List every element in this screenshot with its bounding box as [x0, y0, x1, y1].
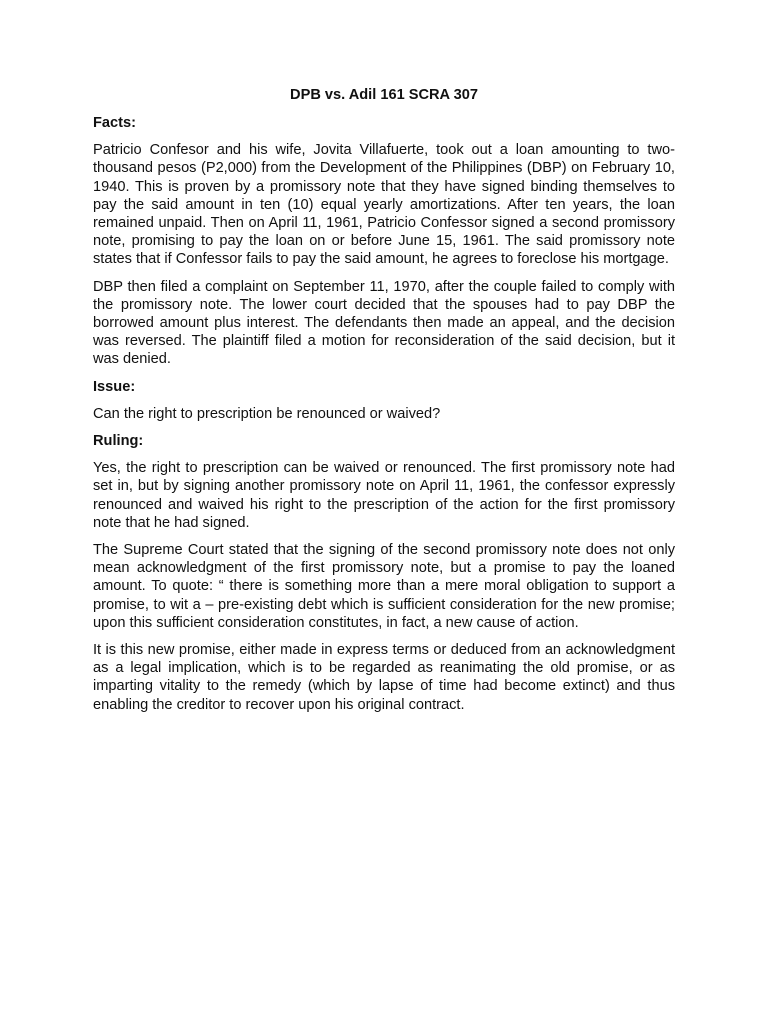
issue-heading: Issue:	[93, 378, 136, 395]
document-body	[93, 86, 675, 723]
issue-paragraph-1: Can the right to prescription be renounced or waived?	[93, 405, 441, 422]
facts-heading: Facts:	[93, 115, 136, 131]
ruling-paragraph-2: The Supreme Court stated that the signing of the second promissory note does not only mean acknowledgment of the first promissory note, but a promise to pay the loaned amount. To quote: “ there is something more than a mere moral obligation to support a promise, to wit a – pre-existing debt which is sufficient consideration for the new promise; upon this sufficient consideration constitutes, in fact, a new cause of action.	[93, 542, 675, 631]
facts-paragraph-1: Patricio Confesor and his wife, Jovita Villafuerte, took out a loan amounting to two-thousand pesos (P2,000) from the Development of the Philippines (DBP) on February 10, 1940. This is proven by a promissory note that they have signed binding themselves to pay the said amount in ten (10) equal yearly amortizations. After ten years, the loan remained unpaid. Then on April 11, 1961, Patricio Confessor signed a second promissory note, promising to pay the loan on or before June 15, 1961. The said promissory note states that if Confessor fails to pay the said amount, he agrees to foreclose his mortgage.	[93, 142, 675, 268]
document-title: DPB vs. Adil 161 SCRA 307	[290, 87, 478, 103]
ruling-paragraph-3: It is this new promise, either made in express terms or deduced from an acknowledgment as a legal implication, which is to be regarded as reanimating the old promise, or as imparting vitality to the remedy (which by lapse of time had become extinct) and thus enabling the creditor to recover upon his original contract.	[93, 642, 675, 713]
ruling-paragraph-1: Yes, the right to prescription can be waived or renounced. The first promissory note had set in, but by signing another promissory note on April 11, 1961, the confessor expressly renounced and waived his right to the prescription of the action for the first promissory note that he had signed.	[93, 460, 675, 531]
facts-paragraph-2: DBP then filed a complaint on September 11, 1970, after the couple failed to comply with the promissory note. The lower court decided that the spouses had to pay DBP the borrowed amount plus interest. The defendants then made an appeal, and the decision was reversed. The plaintiff filed a motion for reconsideration of the said decision, but it was denied.	[93, 278, 675, 368]
ruling-heading: Ruling:	[93, 433, 144, 450]
